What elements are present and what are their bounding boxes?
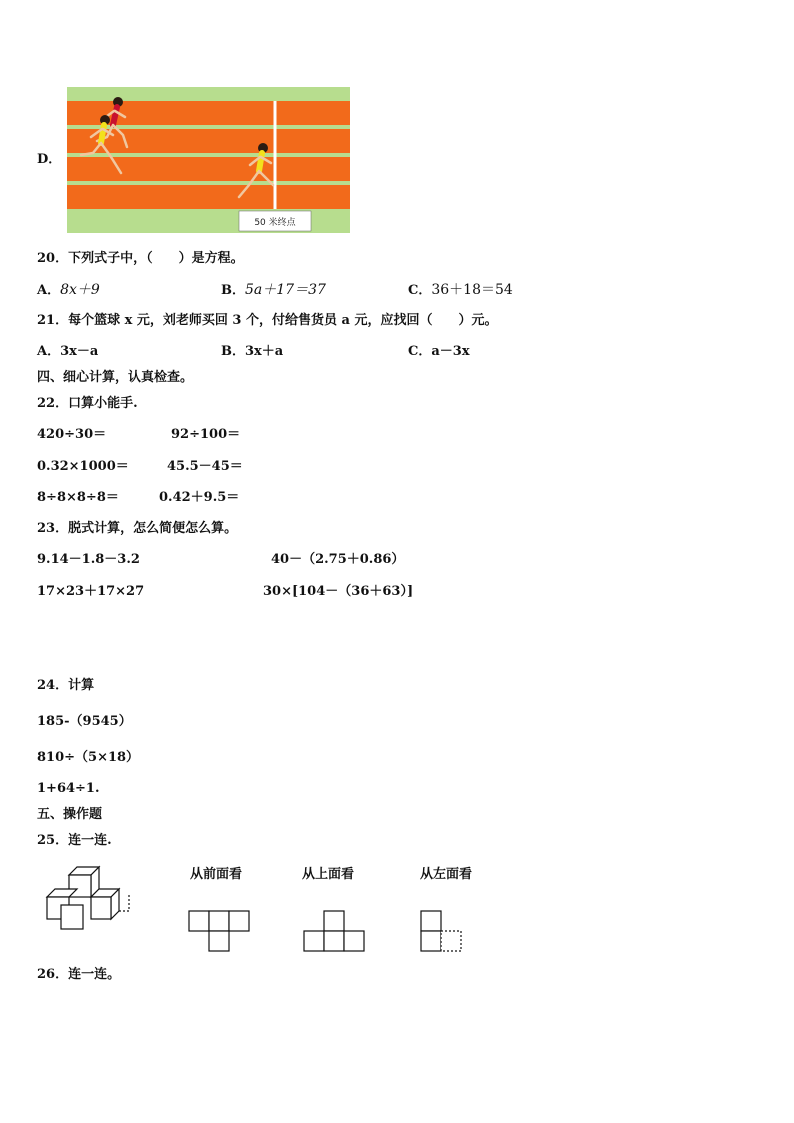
q21-option-c [408, 344, 470, 360]
q20-option-c-label: C． [408, 283, 432, 298]
q21-option-b [221, 344, 283, 360]
q21-option-a-expr: 3x－a [60, 344, 99, 359]
view-label-left: 从左面看 [420, 867, 473, 882]
lane-3 [67, 157, 350, 181]
view-shape-2[interactable] [303, 910, 367, 952]
q22-item: 45.5－45＝ [167, 459, 243, 474]
view-label-front: 从前面看 [190, 867, 243, 882]
cube-stack-figure [43, 865, 135, 931]
q24-item: 1+64÷1. [37, 781, 100, 796]
q20-option-a-expr: 8x＋9 [60, 282, 100, 298]
q23-item: 30×[104－（36＋63）] [263, 584, 414, 599]
q21-option-a [37, 344, 98, 360]
view-label-top: 从上面看 [302, 867, 355, 882]
q20-option-a [37, 282, 100, 299]
q21-option-b-expr: 3x＋a [245, 344, 284, 359]
q22-item: 0.32×1000＝ [37, 459, 129, 474]
q20-option-c-expr: 36＋18＝54 [431, 282, 513, 298]
q24-stem: 24．计算 [37, 678, 95, 693]
q20-stem: 20．下列式子中，（ ）是方程。 [37, 251, 244, 266]
q21-option-a-label: A． [37, 344, 61, 359]
finish-sign-text: 50 米终点 [254, 218, 296, 228]
q21-stem: 21．每个篮球 x 元，刘老师买回 3 个，付给售货员 a 元，应找回（ ）元。 [37, 313, 498, 328]
q23-item: 9.14－1.8－3.2 [37, 552, 140, 567]
section-5-title: 五、操作题 [37, 807, 103, 822]
q21-option-c-label: C． [408, 344, 432, 359]
option-d-label: D． [37, 152, 62, 167]
q23-item: 17×23＋17×27 [37, 584, 145, 599]
q23-item: 40－（2.75＋0.86） [271, 552, 405, 567]
q22-item: 8÷8×8÷8＝ [37, 490, 119, 505]
q22-item: 0.42＋9.5＝ [159, 490, 240, 505]
lane-4 [67, 185, 350, 209]
q25-stem: 25．连一连. [37, 833, 112, 848]
q21-option-c-expr: a－3x [431, 344, 470, 359]
q20-option-b [221, 282, 326, 299]
q20-option-a-label: A． [37, 283, 61, 298]
q22-stem: 22．口算小能手. [37, 396, 138, 411]
q22-item: 92÷100＝ [171, 427, 241, 442]
view-shape-1[interactable] [188, 910, 252, 952]
section-4-title: 四、细心计算，认真检查。 [37, 370, 194, 385]
q22-item: 420÷30＝ [37, 427, 107, 442]
view-shape-3[interactable] [420, 910, 464, 952]
q24-item: 810÷（5×18） [37, 750, 140, 765]
running-track-image [67, 87, 350, 233]
q20-option-b-label: B． [221, 283, 245, 298]
q24-item: 185-（9545） [37, 714, 132, 729]
q23-stem: 23．脱式计算，怎么简便怎么算。 [37, 521, 238, 536]
q20-option-b-expr: 5a＋17＝37 [245, 282, 326, 298]
q26-stem: 26．连一连。 [37, 967, 121, 982]
q21-option-b-label: B． [221, 344, 245, 359]
q20-option-c [408, 282, 513, 299]
